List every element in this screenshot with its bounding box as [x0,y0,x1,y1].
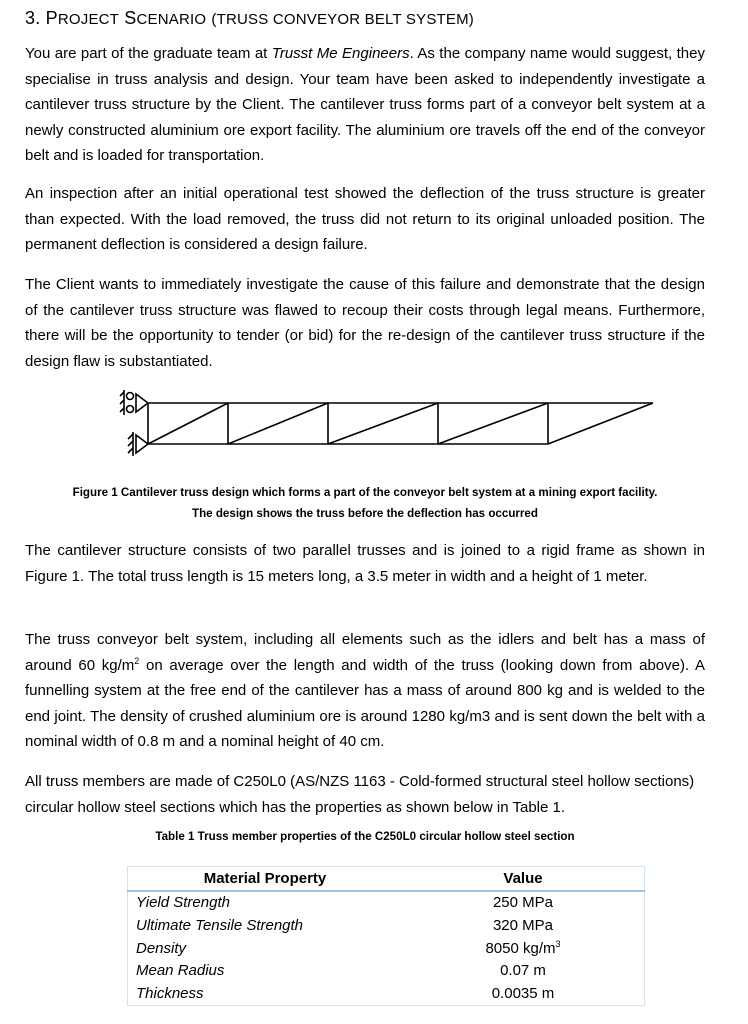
truss-figure [103,386,663,461]
roller-support-wheel [127,393,134,400]
property-value: 8050 $kg/m^3$ [485,938,561,957]
heading-subtitle: (TRUSS CONVEYOR BELT SYSTEM) [211,11,475,28]
property-value: 320 MPa [492,916,554,934]
intro-text-b: . As the company name would suggest, they specialise in truss analysis and design. Your team have been asked to independently investigate a cantilever truss structure by the Client. The cantilever truss forms part of a conveyor belt system at a newly constructed aluminium ore export facility. The aluminium ore travels off the end of the conveyor belt and is loaded for transportation. [25,45,705,164]
roller-support-wheel [127,406,134,413]
table-row [128,891,645,915]
paragraph-client: The Client wants to immediately investigate the cause of this failure and demonstrate that the design of the cantilever truss structure was flawed to recoup their costs through legal means. Furthermore, there will be the opportunity to tender (or bid) for the re-design of the cantilever truss structure if the design flaw is substantiated. [25,276,705,370]
property-name: Ultimate Tensile Strength [136,916,304,934]
truss-diagonal [328,403,438,444]
truss-diagram [103,386,663,456]
truss-end-member [548,403,653,444]
property-name: Yield Strength [136,894,230,912]
company-name: Trusst Me Engineers [271,45,410,62]
heading-initial-s: S [124,8,137,28]
truss-diagonal [438,403,548,444]
paragraph-structure: The cantilever structure consists of two parallel trusses and is joined to a rigid frame as shown in Figure 1. The total truss length is 15 meters long, a 3.5 meter in width and a height of 1 meter. [25,542,705,585]
intro-text-a: You are part of the graduate team at [25,45,272,62]
property-name: Thickness [136,984,204,1002]
properties-table [127,866,645,1006]
truss-diagonal [148,403,228,444]
property-value: 0.0035 m [491,984,555,1002]
table-row [128,937,645,960]
mass-text-a: The truss conveyor belt system, including all elements such as the idlers and belt has a mass of around 60 kg/m [25,631,705,674]
heading-initial-p: P [45,8,58,28]
truss-diagonal [228,403,328,444]
heading-number: 3. [25,8,41,28]
property-name: Mean Radius [136,962,225,980]
paragraph-inspection: An inspection after an initial operational test showed the deflection of the truss structure is greater than expected. With the load removed, the truss did not return to its original unloaded position. The permanent deflection is considered a design failure. [25,185,705,253]
heading-word-project: ROJECT [57,11,120,28]
pin-support-triangle [136,435,148,453]
section-heading [25,8,474,29]
property-value: 0.07 m [500,962,546,980]
figure-caption [25,482,705,524]
mass-superscript: 2 [134,655,140,666]
unit-superscript: 3 [555,938,561,949]
table-row [128,959,645,982]
paragraph-intro [25,41,705,169]
paragraph-mass [25,627,705,755]
figure-caption-line2: The design shows the truss before the deflection has occurred [192,507,538,520]
property-value: 250 MPa [492,894,554,912]
roller-support-triangle [136,394,148,412]
figure-caption-line1: Figure 1 Cantilever truss design which forms a part of the conveyor belt system at a mining export facility. [72,486,658,499]
table-header-row [128,867,645,891]
column-header-property: Material Property [128,867,403,891]
table-row [128,982,645,1005]
column-header-value: Value [402,867,645,891]
table-row [128,914,645,937]
property-name: Density [136,939,187,957]
mass-text-b: on average over the length and width of the truss (looking down from above). A funnelling system at the free end of the cantilever has a mass of around 800 kg and is welded to the end joint. The density of crushed aluminium ore is around 1280 kg/m3 and is sent down the belt with a nominal width of 0.8 m and a nominal height of 40 cm. [25,656,706,750]
table-caption: Table 1 Truss member properties of the C250L0 circular hollow steel section [155,830,575,843]
heading-word-scenario: CENARIO [136,11,207,28]
paragraph-materials: All truss members are made of C250L0 (AS/NZS 1163 - Cold-formed structural steel hollow sections) circular hollow steel sections which has the properties as shown below in Table 1. [25,773,695,816]
